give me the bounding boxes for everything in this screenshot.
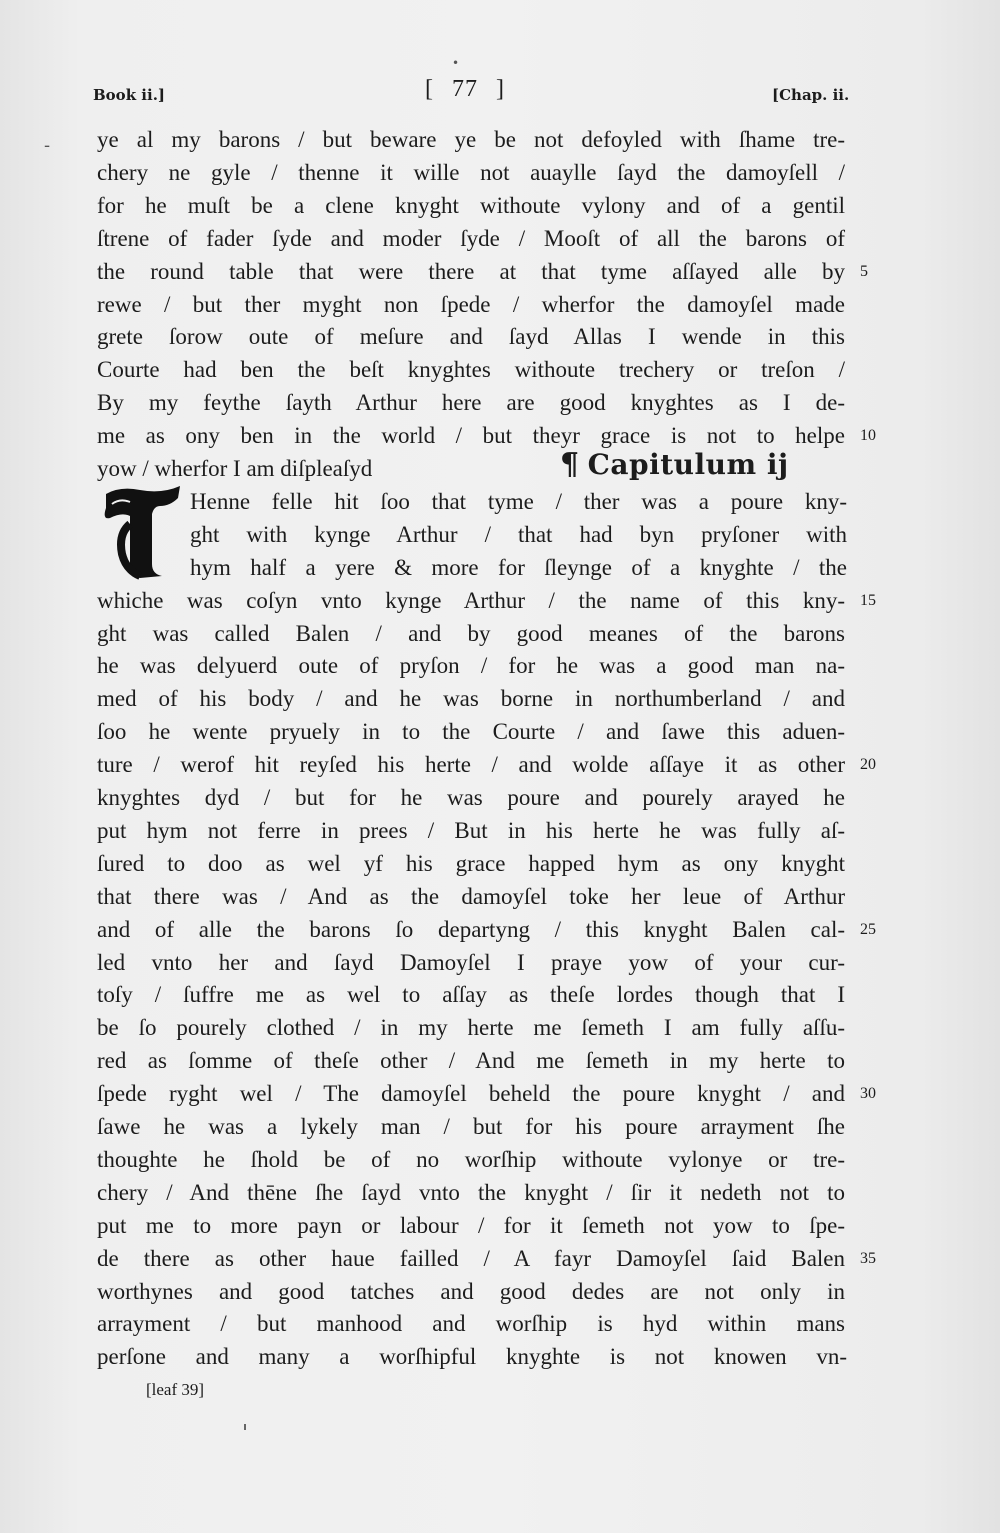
text-line: thoughte he ſhold be of no worſhip withoute vylonye or tre- bbox=[97, 1146, 845, 1172]
text-line: med of his body / and he was borne in northumberland / and bbox=[97, 686, 845, 712]
chapter-title: Capitulum ij bbox=[587, 448, 789, 481]
text-line: Henne felle hit ſoo that tyme / ther was a poure kny- bbox=[190, 488, 847, 514]
text-line: ture / werof hit reyſed his herte / and wolde aſſaye it as other bbox=[97, 752, 845, 778]
ink-speck-2 bbox=[244, 1424, 246, 1430]
page-number: 77 bbox=[452, 76, 478, 102]
text-line: toſy / ſuffre me as wel to aſſay as theſe lordes though that I bbox=[97, 982, 845, 1008]
text-line: whiche was coſyn vnto kynge Arthur / the name of this kny- bbox=[97, 587, 845, 613]
text-line: ght with kynge Arthur / that had byn pryſoner with bbox=[190, 521, 847, 547]
text-line: knyghtes dyd / but for he was poure and pourely arayed he bbox=[97, 785, 845, 810]
text-line: ye al my barons / but beware ye be not defoyled with ſhame tre- bbox=[97, 127, 845, 152]
text-line: me as ony ben in the world / but theyr grace is not to helpe bbox=[97, 423, 845, 449]
line-number: 25 bbox=[860, 920, 876, 938]
text-line: put me to more payn or labour / for it ſemeth not yow to ſpe- bbox=[97, 1212, 845, 1238]
running-head-book: Book ii.] bbox=[93, 86, 166, 104]
text-line: the round table that were there at that tyme aſſayed alle by bbox=[97, 258, 845, 284]
bracket-open: [ bbox=[425, 76, 434, 102]
chapter-heading bbox=[560, 447, 789, 482]
drop-cap-t-icon bbox=[100, 484, 182, 580]
text-line: ſpede ryght wel / The damoyſel beheld the poure knyght / and bbox=[97, 1081, 845, 1107]
page-number-heading bbox=[425, 76, 505, 103]
text-line: hym half a yere & more for ſleynge of a knyghte / the bbox=[190, 554, 847, 580]
text-line: chery ne gyle / thenne it wille not auaylle ſayd the damoyſell / bbox=[97, 159, 845, 185]
text-line: ſtrene of fader ſyde and moder ſyde / Mooſt of all the barons of bbox=[97, 225, 845, 251]
text-line: he was delyuerd oute of pryſon / for he was a good man na- bbox=[97, 653, 845, 679]
text-line: ght was called Balen / and by good meanes of the barons bbox=[97, 620, 845, 646]
text-line: Courte had ben the beſt knyghtes withoute trechery or treſon / bbox=[97, 357, 845, 383]
text-line: rewe / but ther myght non ſpede / wherfor the damoyſel made bbox=[97, 291, 845, 317]
text-line: arrayment / but manhood and worſhip is hyd within mans bbox=[97, 1311, 845, 1337]
text-line: ſoo he wente pryuely in to the Courte / and ſawe this aduen- bbox=[97, 719, 845, 745]
text-line: grete ſorow oute of meſure and ſayd Allas I wende in this bbox=[97, 324, 845, 350]
text-line: chery / And thēne ſhe ſayd vnto the knyght / ſir it nedeth not to bbox=[97, 1179, 845, 1205]
pilcrow-icon: ¶ bbox=[560, 447, 580, 482]
line-number: 5 bbox=[860, 262, 868, 280]
text-line: yow / wherfor I am diſpleaſyd bbox=[97, 456, 373, 481]
line-number: 35 bbox=[860, 1249, 876, 1267]
text-line: de there as other haue failled / A fayr Damoyſel ſaid Balen bbox=[97, 1245, 845, 1271]
text-line: red as ſomme of theſe other / And me ſemeth in my herte to bbox=[97, 1048, 845, 1074]
ink-speck: • bbox=[452, 56, 460, 70]
line-number: 20 bbox=[860, 756, 876, 774]
text-line: be ſo pourely clothed / in my herte me ſemeth I am fully aſſu- bbox=[97, 1015, 845, 1041]
text-line: led vnto her and ſayd Damoyſel I praye yow of your cur- bbox=[97, 949, 845, 975]
text-line: By my feythe ſayth Arthur here are good knyghtes as I de- bbox=[97, 390, 845, 416]
text-line: worthynes and good tatches and good dedes are not only in bbox=[97, 1278, 845, 1304]
text-line: ſured to doo as wel yf his grace happed hym as ony knyght bbox=[97, 850, 845, 876]
line-number: 10 bbox=[860, 427, 876, 445]
line-number: 30 bbox=[860, 1085, 876, 1103]
leaf-footnote: [leaf 39] bbox=[146, 1380, 205, 1399]
running-head-chapter: [Chap. ii. bbox=[772, 86, 850, 104]
text-line: put hym not ferre in prees / But in his herte he was fully aſ- bbox=[97, 817, 845, 843]
text-line: for he muſt be a clene knyght withoute vylony and of a gentil bbox=[97, 192, 845, 218]
bracket-close: ] bbox=[496, 76, 505, 102]
text-line: and of alle the barons ſo departyng / this knyght Balen cal- bbox=[97, 916, 845, 942]
line-number: 15 bbox=[860, 591, 876, 609]
text-line: perſone and many a worſhipful knyghte is not knowen vn- bbox=[97, 1344, 847, 1370]
margin-mark: - bbox=[44, 135, 51, 156]
text-line: ſawe he was a lykely man / but for his poure arrayment ſhe bbox=[97, 1114, 845, 1139]
text-line: that there was / And as the damoyſel toke her leue of Arthur bbox=[97, 883, 845, 909]
